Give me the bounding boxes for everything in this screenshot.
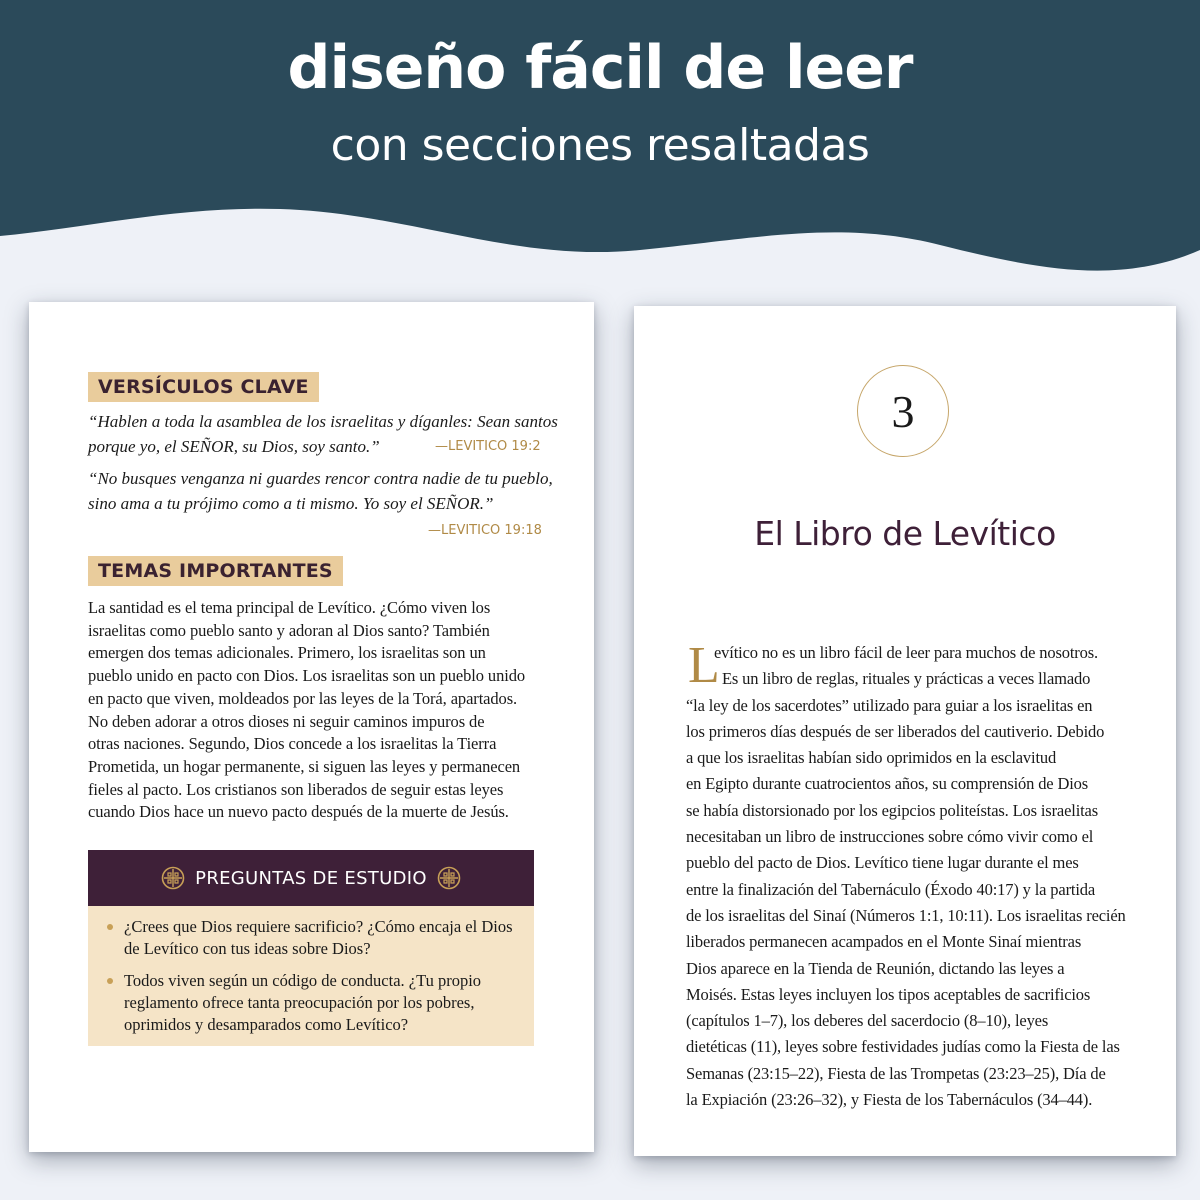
key-verses-heading: VERSÍCULOS CLAVE <box>88 372 319 402</box>
drop-cap: L <box>688 637 720 694</box>
themes-line: fieles al pacto. Los cristianos son liberados de seguir estas leyes <box>88 779 504 799</box>
body-line: la Expiación (23:26–32), y Fiesta de los Tabernáculos (34–44). <box>686 1090 1093 1110</box>
ornament-icon <box>161 866 185 890</box>
body-line: los primeros días después de ser liberados del cautiverio. Debido <box>686 721 1105 741</box>
key-verse-1-line-2: porque yo, el SEÑOR, su Dios, soy santo.” <box>88 437 380 456</box>
study-question-line: Todos viven según un código de conducta. ¿Tu propio <box>124 971 482 990</box>
body-line: se había distorsionado por los egipcios politeístas. Los israelitas <box>686 800 1099 820</box>
book-title: El Libro de Levítico <box>754 514 1056 553</box>
body-line: Es un libro de reglas, rituales y prácticas a veces llamado <box>722 669 1091 689</box>
key-verse-2-ref: —LEVITICO 19:18 <box>428 523 542 538</box>
body-line: pueblo del pacto de Dios. Levítico tiene lugar durante el mes <box>686 853 1079 873</box>
study-question <box>104 916 524 960</box>
themes-line: No deben adorar a otros dioses ni seguir caminos impuros de <box>88 711 485 731</box>
left-page <box>29 302 594 1152</box>
banner-title: diseño fácil de leer <box>287 33 913 103</box>
themes-line: La santidad es el tema principal de Levítico. ¿Cómo viven los <box>88 598 491 617</box>
bullet-icon <box>107 978 113 984</box>
body-line: liberados permanecen acampados en el Monte Sinaí mientras <box>686 932 1082 952</box>
study-question-line: reglamento ofrece tanta preocupación por los pobres, <box>124 993 475 1012</box>
body-line: dietéticas (11), leyes sobre festividades judías como la Fiesta de las <box>686 1037 1120 1057</box>
book-body <box>686 637 1164 1113</box>
study-questions-heading: PREGUNTAS DE ESTUDIO <box>195 867 427 889</box>
study-questions-list <box>104 916 524 1046</box>
key-verse-2 <box>88 466 558 516</box>
study-question <box>104 970 524 1036</box>
study-question-line: oprimidos y desamparados como Levítico? <box>124 1015 409 1034</box>
key-verse-1-line-1: “Hablen a toda la asamblea de los israelitas y díganles: Sean santos <box>88 412 558 431</box>
body-line: evítico no es un libro fácil de leer para muchos de nosotros. <box>714 643 1098 662</box>
study-questions-box <box>88 906 534 1046</box>
right-page <box>634 306 1176 1156</box>
bullet-icon <box>107 924 113 930</box>
key-verse-2-line-2: sino ama a tu prójimo como a ti mismo. Yo soy el SEÑOR.” <box>88 494 494 513</box>
themes-line: Prometida, un hogar permanente, si siguen las leyes y permanecen <box>88 756 521 776</box>
themes-body <box>88 597 568 824</box>
body-line: Moisés. Estas leyes incluyen los tipos aceptables de sacrificios <box>686 984 1091 1004</box>
body-line: Dios aparece en la Tienda de Reunión, dictando las leyes a <box>686 958 1065 978</box>
body-line: en Egipto durante cuatrocientos años, su comprensión de Dios <box>686 774 1089 794</box>
body-line: “la ley de los sacerdotes” utilizado para guiar a los israelitas en <box>686 695 1093 715</box>
key-verse-2-line-1: “No busques venganza ni guardes rencor contra nadie de tu pueblo, <box>88 469 553 488</box>
themes-line: en pacto que viven, moldeados por las leyes de la Torá, apartados. <box>88 688 518 708</box>
themes-line: otras naciones. Segundo, Dios concede a los israelitas la Tierra <box>88 734 497 754</box>
body-line: Semanas (23:15–22), Fiesta de las Trompetas (23:23–25), Día de <box>686 1063 1106 1083</box>
body-line: de los israelitas del Sinaí (Números 1:1, 10:11). Los israelitas recién <box>686 905 1126 925</box>
body-line: necesitaban un libro de instrucciones sobre cómo vivir como el <box>686 827 1094 847</box>
themes-line: pueblo unido en pacto con Dios. Los israelitas son un pueblo unido <box>88 666 525 686</box>
chapter-number: 3 <box>857 365 949 457</box>
key-verse-1-ref: —LEVITICO 19:2 <box>435 439 541 454</box>
ornament-icon <box>437 866 461 890</box>
themes-heading: TEMAS IMPORTANTES <box>88 556 343 586</box>
body-line: a que los israelitas habían sido oprimidos en la esclavitud <box>686 748 1057 768</box>
themes-line: cuando Dios hace un nuevo pacto después de la muerte de Jesús. <box>88 802 509 822</box>
body-line: (capítulos 1–7), los deberes del sacerdocio (8–10), leyes <box>686 1011 1049 1031</box>
banner-subtitle: con secciones resaltadas <box>330 120 870 171</box>
study-question-line: ¿Crees que Dios requiere sacrificio? ¿Cómo encaja el Dios <box>124 917 513 936</box>
themes-line: israelitas como pueblo santo y adoran al Dios santo? También <box>88 620 490 640</box>
study-question-line: de Levítico con tus ideas sobre Dios? <box>124 939 371 958</box>
body-line: entre la finalización del Tabernáculo (Éxodo 40:17) y la partida <box>686 879 1096 899</box>
themes-line: emergen dos temas adicionales. Primero, los israelitas son un <box>88 643 486 663</box>
study-questions-header <box>88 850 534 906</box>
